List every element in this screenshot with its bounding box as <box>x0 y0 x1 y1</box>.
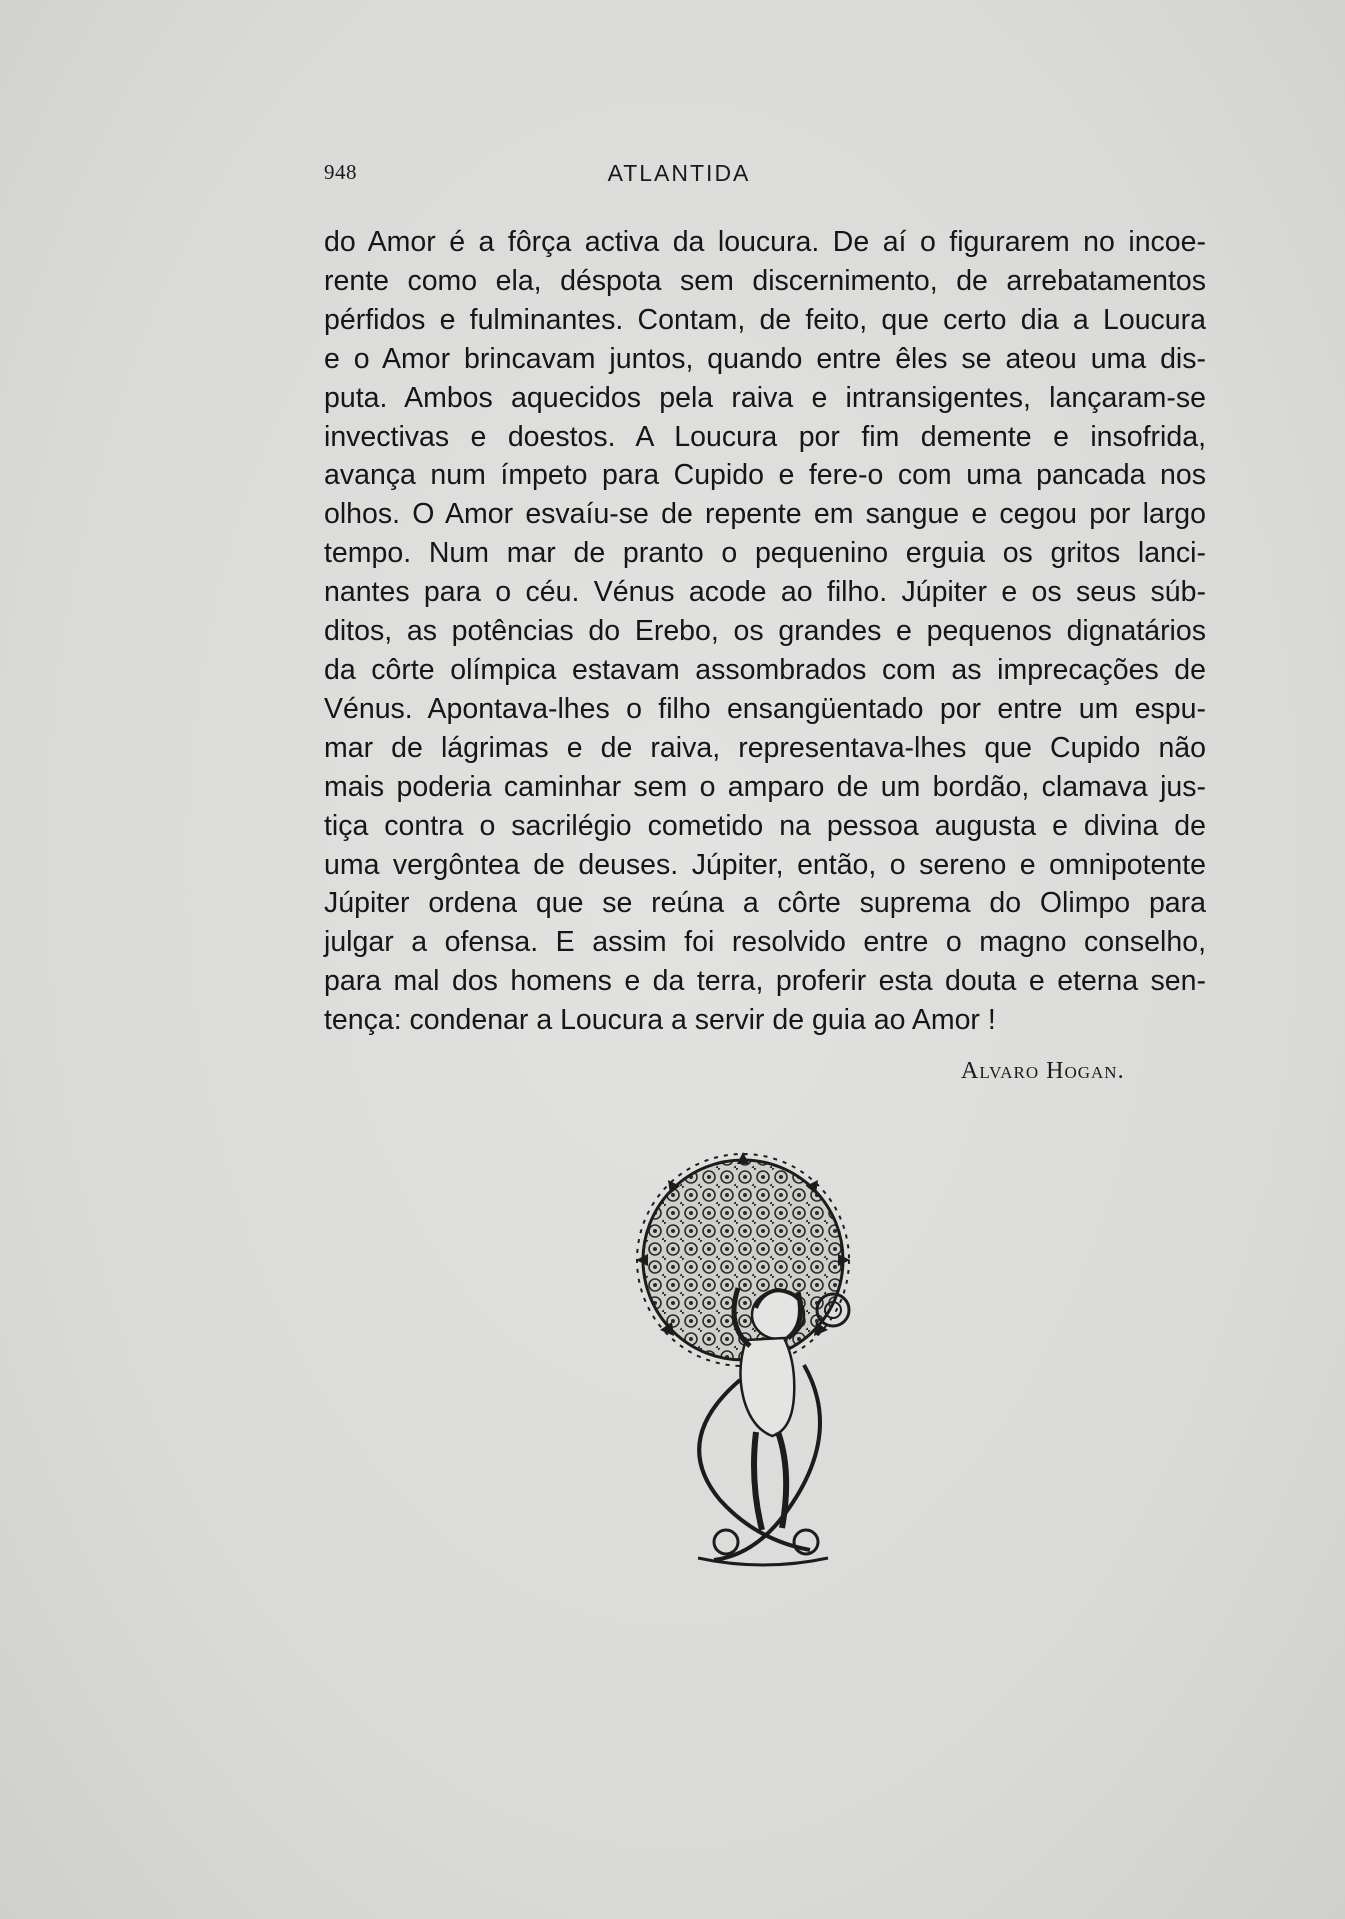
text-line: mais poderia caminhar sem o amparo de um bordão, clamava jus- <box>324 770 1206 803</box>
text-line: tiça contra o sacrilégio cometido na pessoa augusta e divina de <box>324 809 1206 842</box>
text-line: mar de lágrimas e de raiva, representava-lhes que Cupido não <box>324 731 1206 764</box>
text-line: puta. Ambos aquecidos pela raiva e intransigentes, lançaram-se <box>324 381 1206 414</box>
text-line: do Amor é a fôrça activa da loucura. De aí o figurarem no incoe- <box>324 226 1206 258</box>
running-title: ATLANTIDA <box>607 160 751 186</box>
text-line: da côrte olímpica estavam assombrados com as imprecações de <box>324 653 1206 686</box>
body-paragraph <box>324 223 1206 1040</box>
text-line: olhos. O Amor esvaíu-se de repente em sangue e cegou por largo <box>324 498 1206 531</box>
text-line: Vénus. Apontava-lhes o filho ensangüentado por entre um espu- <box>324 692 1206 725</box>
text-line: e o Amor brincavam juntos, quando entre êles se ateou uma dis- <box>324 342 1206 375</box>
text-line: rente como ela, déspota sem discernimento, de arrebatamentos <box>324 264 1206 297</box>
text-line: invectivas e doestos. A Loucura por fim demente e insofrida, <box>324 420 1206 453</box>
cupid-tree-illustration <box>628 1150 878 1570</box>
text-line: nantes para o céu. Vénus acode ao filho. Júpiter e os seus súb- <box>324 576 1206 609</box>
text-line: uma vergôntea de deuses. Júpiter, então, o sereno e omnipotente <box>324 848 1206 881</box>
text-line: Júpiter ordena que se reúna a côrte suprema do Olimpo para <box>324 887 1206 920</box>
text-line: julgar a ofensa. E assim foi resolvido entre o magno conselho, <box>324 926 1206 959</box>
text-line: tença: condenar a Loucura a servir de guia ao Amor ! <box>324 1004 996 1037</box>
page-number: 948 <box>324 160 357 184</box>
text-line: avança num ímpeto para Cupido e fere-o com uma pancada nos <box>324 459 1206 492</box>
page-header <box>324 160 1034 192</box>
text-line: tempo. Num mar de pranto o pequenino erguia os gritos lanci- <box>324 537 1206 570</box>
author-signature: Alvaro Hogan. <box>961 1058 1125 1084</box>
text-line: para mal dos homens e da terra, proferir esta douta e eterna sen- <box>324 965 1206 998</box>
text-line: ditos, as potências do Erebo, os grandes e pequenos dignatários <box>324 615 1206 648</box>
text-line: pérfidos e fulminantes. Contam, de feito, que certo dia a Loucura <box>324 303 1206 336</box>
